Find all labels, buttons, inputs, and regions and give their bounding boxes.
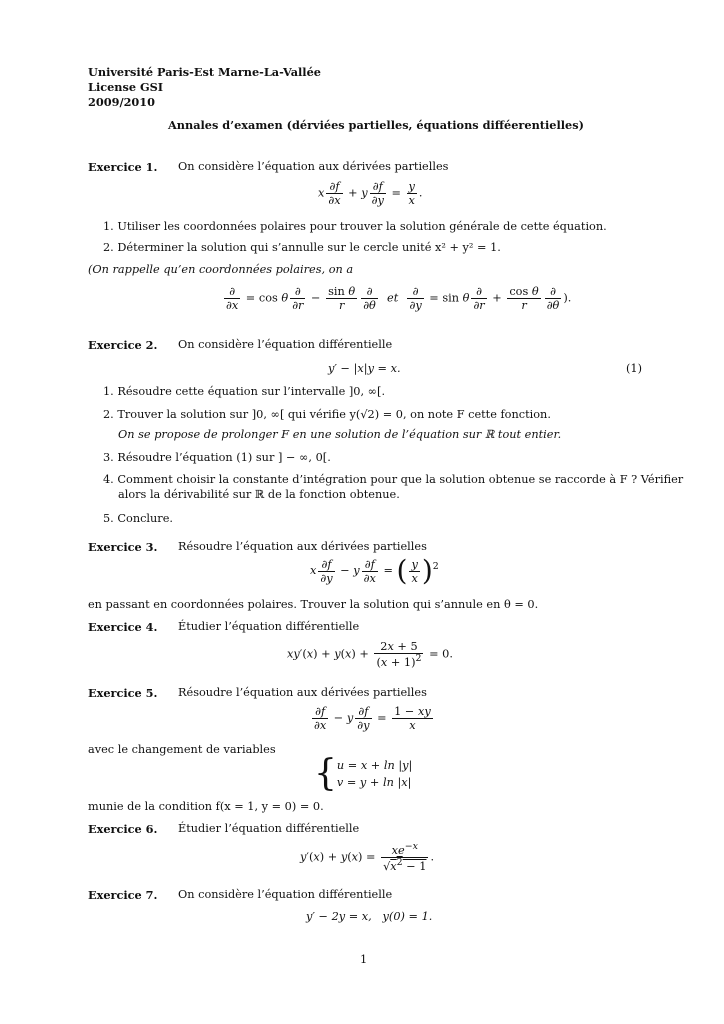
exercise-1-item-1: 1. Utiliser les coordonnées polaires pour trouver la solution générale de cette équation.	[103, 220, 607, 233]
exercise-6-label: Exercice 6.	[88, 822, 158, 836]
page-number: 1	[360, 953, 368, 966]
exercise-6-intro: Étudier l’équation différentielle	[178, 822, 360, 835]
exercise-2-item-5: 5. Conclure.	[103, 512, 173, 525]
exercise-5-variable-system: { u = x + ln |y| v = y + ln |x|	[314, 753, 413, 794]
exercise-5-equation: $\frac{\partial f}{\partial x}$ − y $\frac{\partial f}{\partial y}$ = $\frac{1 - xy}{x}$	[314, 705, 431, 732]
exercise-7-intro: On considère l’équation différentielle	[178, 888, 393, 901]
exercise-2-equation: y′ − |x|y = x.	[328, 362, 401, 375]
exercise-5-condition: munie de la condition f(x = 1, y = 0) = 0.	[88, 800, 324, 813]
exercise-2-remark: On se propose de prolonger F en une solution de l’équation sur ℝ tout entier.	[118, 428, 562, 441]
university-name: Université Paris-Est Marne-La-Vallée	[88, 65, 321, 79]
exercise-1-polar-formulas: $\frac{\partial}{\partial x}$ = cos θ $\frac{\partial}{\partial r}$ − $\frac{\text{sin θ}}{r}$ $\frac{\partial}{\partial\theta}$ et $\frac{\partial}{\partial y}$ = sin θ $\frac{\partial}{\partial r}$ + $\frac{\text{cos θ}}{r}$ $\frac{\partial}{\partial\theta}$ ).	[226, 285, 572, 312]
exercise-4-equation: xy′(x) + y(x) + $\frac{2x + 5}{(x + 1)^2}$ = 0.	[287, 640, 453, 669]
exercise-5-label: Exercice 5.	[88, 686, 158, 700]
exercise-2-label: Exercice 2.	[88, 338, 158, 352]
exercise-4-intro: Étudier l’équation différentielle	[178, 620, 360, 633]
exercise-2-item-4-continued: alors la dérivabilité sur ℝ de la fonction obtenue.	[118, 488, 400, 501]
exercise-1-note: (On rappelle qu’en coordonnées polaires, on a	[88, 263, 354, 276]
exercise-7-equation: y′ − 2y = x, y(0) = 1.	[306, 910, 433, 923]
exercise-2-equation-number: (1)	[626, 362, 643, 375]
exercise-1-item-2: 2. Déterminer la solution qui s’annulle sur le cercle unité x² + y² = 1.	[103, 241, 501, 254]
system-line-v: v = y + ln |x|	[336, 776, 412, 789]
exercise-1-equation: x $\frac{\partial f}{\partial x}$ + y $\frac{\partial f}{\partial y}$ = $\frac{y}{x}$ .	[318, 180, 423, 207]
exercise-3-intro: Résoudre l’équation aux dérivées partielles	[178, 540, 427, 553]
exercise-3-after: en passant en coordonnées polaires. Trouver la solution qui s’annule en θ = 0.	[88, 598, 539, 611]
exercise-1-label: Exercice 1.	[88, 160, 158, 174]
system-line-u: u = x + ln |y|	[336, 758, 413, 772]
academic-year: 2009/2010	[88, 95, 156, 109]
exercise-5-change-text: avec le changement de variables	[88, 743, 276, 756]
exercise-3-equation: x $\frac{\partial f}{\partial y}$ − y $\frac{\partial f}{\partial x}$ = ( $\frac{y}{x}$ )$^2$	[310, 554, 439, 587]
exercise-3-label: Exercice 3.	[88, 540, 158, 554]
exercise-2-item-3: 3. Résoudre l’équation (1) sur ] − ∞, 0[.	[103, 451, 331, 464]
exercise-2-item-4: 4. Comment choisir la constante d’intégration pour que la solution obtenue se raccorde à F ? Vérifier	[103, 473, 684, 486]
exercise-4-label: Exercice 4.	[88, 620, 158, 634]
exercise-2-intro: On considère l’équation différentielle	[178, 338, 393, 351]
exercise-5-intro: Résoudre l’équation aux dérivées partielles	[178, 686, 427, 699]
exercise-7-label: Exercice 7.	[88, 888, 158, 902]
exercise-2-item-1: 1. Résoudre cette équation sur l’intervalle ]0, ∞[.	[103, 385, 386, 398]
program-name: License GSI	[88, 80, 164, 94]
exercise-6-equation: y′(x) + y(x) = $\frac{xe^{-x}}{√x^2 - 1}$ .	[300, 841, 435, 873]
exercise-1-intro: On considère l’équation aux dérivées partielles	[178, 160, 449, 173]
document-title: Annales d’examen (dérviées partielles, équations difféerentielles)	[168, 118, 584, 132]
exercise-2-item-2: 2. Trouver la solution sur ]0, ∞[ qui vérifie y(√2) = 0, on note F cette fonction.	[103, 408, 551, 421]
